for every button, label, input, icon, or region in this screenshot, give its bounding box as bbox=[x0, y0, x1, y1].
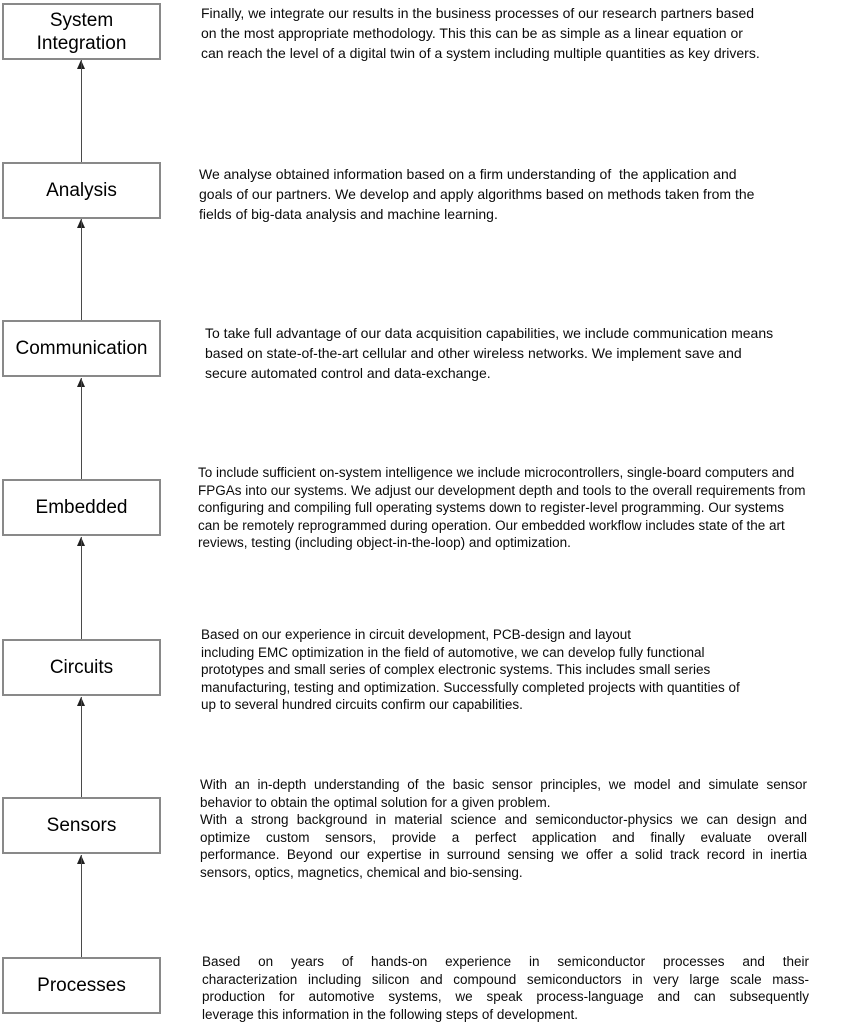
text-line: Based on our experience in circuit development, PCB-design and layout bbox=[201, 627, 632, 642]
description-processes bbox=[202, 953, 809, 1023]
box-system-integration bbox=[2, 3, 161, 60]
box-sensors bbox=[2, 797, 161, 854]
description-embedded bbox=[198, 464, 860, 552]
text-line: performance. Beyond our expertise in surround sensing we offer a solid track record in inertia bbox=[200, 847, 807, 862]
box-circuits bbox=[2, 639, 161, 696]
text-line: up to several hundred circuits confirm our capabilities. bbox=[201, 697, 523, 712]
step-label: Analysis bbox=[46, 180, 117, 201]
step-label: Circuits bbox=[49, 657, 114, 678]
description-communication bbox=[205, 323, 845, 383]
step-label: Sensors bbox=[46, 815, 117, 836]
text-line: sensors, optics, magnetics, chemical and bio-sensing. bbox=[200, 864, 523, 880]
up-arrow-processes-to-sensors bbox=[77, 855, 86, 957]
step-label: Processes bbox=[37, 975, 126, 996]
up-arrow-circuits-to-embedded bbox=[77, 537, 86, 639]
text-line: fields of big-data analysis and machine learning. bbox=[199, 206, 498, 222]
up-arrow-embedded-to-communication bbox=[77, 378, 86, 479]
text-line: on the most appropriate methodology. This this can be as simple as a linear equation or bbox=[201, 25, 743, 41]
text-line: goals of our partners. We develop and apply algorithms based on methods taken from the bbox=[199, 186, 755, 202]
text-line: based on state-of-the-art cellular and other wireless networks. We implement save and bbox=[205, 345, 742, 361]
text-line: manufacturing, testing and optimization. Successfully completed projects with quantities of bbox=[201, 679, 740, 695]
text-line: leverage this information in the following steps of development. bbox=[202, 1006, 578, 1022]
description-analysis bbox=[199, 164, 839, 224]
text-line: Finally, we integrate our results in the business processes of our research partners based bbox=[201, 5, 755, 21]
text-line: including EMC optimization in the field of automotive, we can develop fully functional bbox=[201, 644, 705, 660]
text-line: can be remotely reprogrammed during operation. Our embedded workflow includes state of the art bbox=[198, 517, 785, 533]
text-line: reviews, testing (including object-in-the-loop) and optimization. bbox=[198, 535, 571, 550]
box-analysis bbox=[2, 162, 161, 219]
text-line: production for automotive systems, we speak process-language and can subsequently bbox=[202, 989, 809, 1004]
text-line: can reach the level of a digital twin of a system including multiple quantities as key drivers. bbox=[201, 45, 760, 61]
step-label: System Integration bbox=[36, 9, 127, 54]
text-line: optimize custom sensors, provide a perfect application and finally evaluate overall bbox=[200, 829, 807, 845]
up-arrow-communication-to-analysis bbox=[77, 219, 86, 320]
box-communication bbox=[2, 320, 161, 377]
text-line: characterization including silicon and compound semiconductors in very large scale mass- bbox=[202, 971, 809, 987]
description-circuits bbox=[201, 626, 841, 714]
text-line: We analyse obtained information based on a firm understanding of the application and bbox=[199, 166, 737, 182]
text-line: FPGAs into our systems. We adjust our development depth and tools to the overall requirements from bbox=[198, 482, 806, 498]
up-arrow-sensors-to-circuits bbox=[77, 697, 86, 797]
text-line: secure automated control and data-exchange. bbox=[205, 365, 491, 381]
text-line: prototypes and small series of complex electronic systems. This includes small series bbox=[201, 662, 711, 677]
text-line: To take full advantage of our data acquisition capabilities, we include communication means bbox=[205, 325, 774, 341]
step-label: Embedded bbox=[35, 497, 128, 518]
text-line: With an in-depth understanding of the basic sensor principles, we model and simulate sensor bbox=[200, 777, 807, 792]
description-system-integration bbox=[201, 3, 841, 63]
text-line: With a strong background in material science and semiconductor-physics we can design and bbox=[200, 812, 807, 827]
up-arrow-analysis-to-system-integration bbox=[77, 60, 86, 162]
text-line: Based on years of hands-on experience in semiconductor processes and their bbox=[202, 954, 809, 969]
text-line: To include sufficient on-system intelligence we include microcontrollers, single-board computers and bbox=[198, 465, 795, 480]
box-processes bbox=[2, 957, 161, 1014]
description-sensors bbox=[200, 776, 807, 881]
box-embedded bbox=[2, 479, 161, 536]
text-line: behavior to obtain the optimal solution for a given problem. bbox=[200, 794, 551, 810]
step-label: Communication bbox=[15, 338, 148, 359]
text-line: configuring and compiling full operating systems down to register-level programming. Our systems bbox=[198, 500, 785, 515]
